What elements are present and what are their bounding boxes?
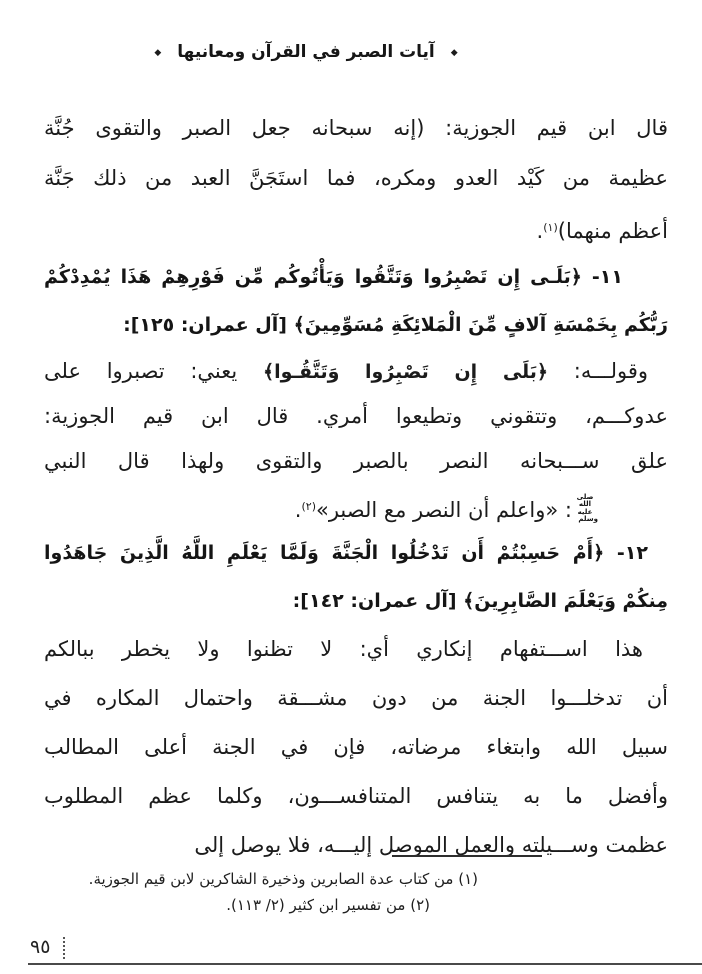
verse-11-block (44, 253, 668, 349)
body-line (44, 349, 668, 394)
footnote-marker-2: (٢) (301, 500, 316, 513)
body-line: علق ســـبحانه النصر بالصبر والتقوى ولهذا قال النبي (44, 449, 668, 473)
sallallahu-alayhi-wasallam-ligature: صلى الله عليه وسلم (576, 492, 598, 523)
diamond-ornament-icon: ◆ (450, 48, 458, 58)
verse-line: ١٢- ﴿أَمْ حَسِبْتُمْ أَن تَدْخُلُوا الْجَنَّةَ وَلَمَّا يَعْلَمِ اللَّهُ الَّذِينَ جَاهَدُوا (44, 542, 648, 564)
book-title: آيات الصبر في القرآن ومعانيها (177, 42, 435, 62)
body-line: وأفضل ما به يتنافس المتنافســـون، وكلما عظم المطلوب (44, 784, 668, 808)
paragraph-verse-12-commentary (44, 625, 668, 870)
verse-line: ١١- ﴿بَلَـى إِن تَصْبِرُوا وَتَتَّقُوا وَيَأْتُوكُم مِّن فَوْرِهِمْ هَذَا يُمْدِدْكُمْ (44, 266, 623, 288)
page-number-divider (63, 937, 65, 959)
footnote-1: (١) من كتاب عدة الصابرين وذخيرة الشاكرين لابن قيم الجوزية. (88, 870, 478, 888)
body-text: . (294, 498, 302, 522)
body-text: يعني: تصبروا على (44, 359, 263, 383)
footnote-2: (٢) من تفسير ابن كثير (٢/ ١١٣). (226, 896, 430, 914)
inline-quran-quote: ﴿بَلَى إِن تَصْبِرُوا وَتَتَّقُـوا﴾ (262, 361, 549, 383)
body-line: عدوكـــم، وتتقوني وتطيعوا أمري. قال ابن قيم الجوزية: (44, 404, 668, 428)
body-line (44, 484, 668, 529)
verse-12-block (44, 529, 668, 625)
verse-line: رَبُّكُم بِخَمْسَةِ آلافٍ مِّنَ الْمَلائِكَةِ مُسَوِّمِينَ﴾ [آل عمران: ١٢٥]: (123, 314, 668, 336)
footnotes-section (44, 855, 668, 918)
footnote-separator-rule (392, 855, 542, 857)
footnote-marker-1: (١) (543, 221, 558, 234)
body-text: . (536, 219, 544, 243)
hadith-quote: : «واعلم أن النصر مع الصبر» (316, 498, 572, 522)
diamond-ornament-icon: ◆ (154, 48, 162, 58)
body-line: عظيمة من كَيْد العدو ومكره، فما استَجَنَّ العبد من ذلك جَنَّة (44, 166, 668, 190)
body-line (44, 203, 668, 253)
body-text: وقولـــه: (548, 359, 649, 383)
paragraph-verse-11-commentary (44, 349, 668, 529)
body-text: أعظم منهما) (557, 219, 668, 243)
body-line: قال ابن قيم الجوزية: (إنه سبحانه جعل الصبر والتقوى جُنَّة (44, 116, 668, 140)
paragraph-ibn-qayyim-quote (44, 103, 668, 253)
body-line: هذا اســـتفهام إنكاري أي: لا تظنوا ولا يخطر ببالكم (44, 637, 643, 661)
running-head (0, 42, 612, 62)
body-line: عظمت وســـيلته والعمل الموصل إليـــه، فلا يوصل إلى (194, 833, 668, 857)
body-line: أن تدخلـــوا الجنة من دون مشـــقة واحتمال المكاره في (44, 686, 668, 710)
page-number: ٩٥ (30, 936, 51, 958)
body-line: سبيل الله وابتغاء مرضاته، فإن في الجنة أعلى المطالب (44, 735, 668, 759)
bottom-rule (28, 963, 702, 965)
verse-line: مِنكُمْ وَيَعْلَمَ الصَّابِرِينَ﴾ [آل عمران: ١٤٢]: (292, 590, 668, 612)
page-body (44, 103, 668, 870)
